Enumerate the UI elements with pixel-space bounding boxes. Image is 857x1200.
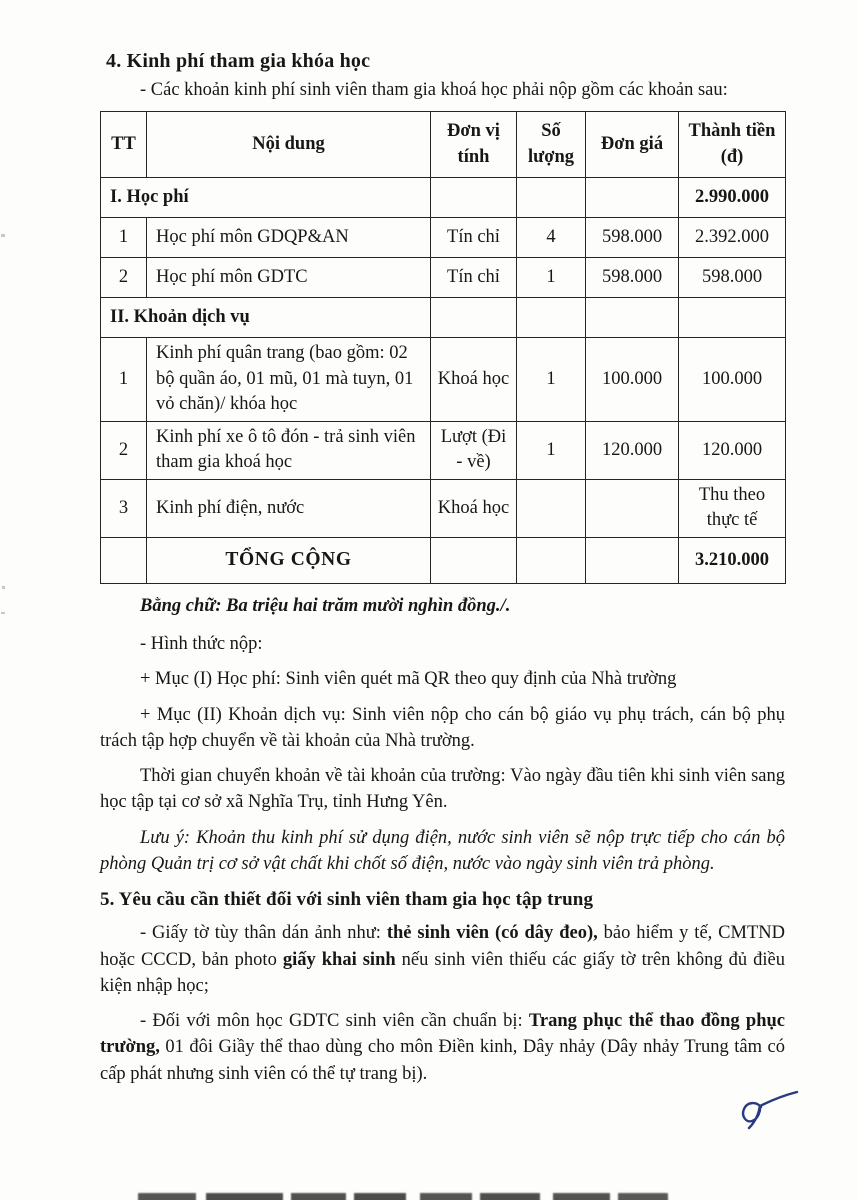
- fee-table: [100, 111, 786, 584]
- unit-cell: [431, 537, 517, 583]
- price-cell: 598.000: [586, 218, 679, 258]
- unit-cell: [431, 298, 517, 338]
- section-label-cell: I. Học phí: [101, 178, 431, 218]
- unit-cell: Khoá học: [431, 338, 517, 422]
- table-header-row: [101, 112, 786, 178]
- scan-artifact: [2, 586, 5, 589]
- paragraph: [100, 763, 785, 816]
- qty-cell: 1: [517, 258, 586, 298]
- amount-in-words: Bằng chữ: Ba triệu hai trăm mười nghìn đồng./.: [140, 595, 511, 616]
- price-cell: 120.000: [586, 421, 679, 479]
- paragraph: [100, 631, 785, 657]
- text-segment: - Hình thức nộp:: [140, 634, 263, 655]
- requirements-section: [100, 920, 785, 1087]
- tt-cell: 1: [101, 338, 147, 422]
- price-cell: [586, 298, 679, 338]
- qty-cell: 1: [517, 338, 586, 422]
- tt-cell: 2: [101, 258, 147, 298]
- text-segment: + Mục (II) Khoản dịch vụ: Sinh viên nộp cho cán bộ giáo vụ phụ trách, cán bộ phụ trách tập hợp chuyển về tài khoản của Nhà trường.: [100, 704, 785, 751]
- text-segment: - Đối với môn học GDTC sinh viên cần chuẩn bị:: [140, 1011, 529, 1032]
- price-cell: [586, 537, 679, 583]
- price-cell: [586, 479, 679, 537]
- content-cell: Học phí môn GDQP&AN: [147, 218, 431, 258]
- amount-cell: 2.990.000: [679, 178, 786, 218]
- text-segment: nếu sinh viên thiếu các giấy tờ trên không đủ điều kiện nhập học;: [100, 949, 785, 996]
- unit-cell: Khoá học: [431, 479, 517, 537]
- signature-ink: [723, 1089, 801, 1144]
- price-cell: [586, 178, 679, 218]
- table-row: [101, 421, 786, 479]
- emphasized-text: Trang phục thể thao đồng phục trường,: [100, 1011, 785, 1058]
- paragraph: [100, 702, 785, 755]
- amount-cell: 3.210.000: [679, 537, 786, 583]
- amount-cell: Thu theo thực tế: [679, 479, 786, 537]
- qty-cell: 1: [517, 421, 586, 479]
- table-row: [101, 218, 786, 258]
- col-header-thanh-tien: Thành tiền (đ): [679, 112, 786, 178]
- amount-cell: 120.000: [679, 421, 786, 479]
- unit-cell: Tín chỉ: [431, 258, 517, 298]
- qty-cell: 4: [517, 218, 586, 258]
- paragraph: [100, 1008, 785, 1087]
- text-segment: bảo hiểm y tế, CMTND hoặc CCCD, bản photo: [100, 923, 785, 970]
- total-label-cell: TỔNG CỘNG: [147, 537, 431, 583]
- tt-cell: 2: [101, 421, 147, 479]
- text-segment: + Mục (I) Học phí: Sinh viên quét mã QR theo quy định của Nhà trường: [140, 669, 677, 690]
- scan-artifact: [1, 612, 5, 614]
- amount-cell: 100.000: [679, 338, 786, 422]
- table-section-row: [101, 298, 786, 338]
- content-cell: Kinh phí xe ô tô đón - trả sinh viên tham gia khoá học: [147, 421, 431, 479]
- section-5-heading: 5. Yêu cầu cần thiết đối với sinh viên tham gia học tập trung: [100, 889, 594, 911]
- paragraph: [100, 666, 785, 692]
- tt-cell: 3: [101, 479, 147, 537]
- price-cell: 598.000: [586, 258, 679, 298]
- payment-instructions-section: [100, 631, 785, 877]
- unit-cell: Lượt (Đi - về): [431, 421, 517, 479]
- section-4-heading: 4. Kinh phí tham gia khóa học: [106, 50, 371, 72]
- table-row: [101, 479, 786, 537]
- unit-cell: Tín chỉ: [431, 218, 517, 258]
- text-segment: 01 đôi Giầy thể thao dùng cho môn Điền kinh, Dây nhảy (Dây nhảy Trung tâm có cấp phát nhưng sinh viên có thể tự trang bị).: [100, 1037, 785, 1084]
- signature-ink-stroke: [723, 1089, 801, 1139]
- content-cell: Kinh phí quân trang (bao gồm: 02 bộ quần áo, 01 mũ, 01 mà tuyn, 01 vỏ chăn)/ khóa học: [147, 338, 431, 422]
- amount-cell: 598.000: [679, 258, 786, 298]
- price-cell: 100.000: [586, 338, 679, 422]
- text-segment: Lưu ý: Khoản thu kinh phí sử dụng điện, nước sinh viên sẽ nộp trực tiếp cho cán bộ phòng Quản trị cơ sở vật chất khi chốt số điện, nước vào ngày sinh viên trả phòng.: [100, 827, 785, 874]
- table-total-row: [101, 537, 786, 583]
- cutoff-text-strip: [138, 1193, 668, 1200]
- qty-cell: [517, 178, 586, 218]
- table-row: [101, 258, 786, 298]
- unit-cell: [431, 178, 517, 218]
- col-header-noi-dung: Nội dung: [147, 112, 431, 178]
- scan-artifact: [1, 234, 5, 237]
- paragraph: [100, 920, 785, 999]
- content-cell: Kinh phí điện, nước: [147, 479, 431, 537]
- emphasized-text: thẻ sinh viên (có dây đeo),: [386, 923, 598, 944]
- tt-cell: [101, 537, 147, 583]
- qty-cell: [517, 479, 586, 537]
- col-header-so-luong: Số lượng: [517, 112, 586, 178]
- table-section-row: [101, 178, 786, 218]
- tt-cell: 1: [101, 218, 147, 258]
- emphasized-text: giấy khai sinh: [282, 949, 396, 970]
- text-segment: - Giấy tờ tùy thân dán ảnh như:: [140, 923, 387, 944]
- section-label-cell: II. Khoản dịch vụ: [101, 298, 431, 338]
- text-segment: Thời gian chuyển khoản về tài khoản của trường: Vào ngày đầu tiên khi sinh viên sang học tập tại cơ sở xã Nghĩa Trụ, tỉnh Hưng Yên.: [100, 766, 785, 813]
- table-row: [101, 338, 786, 422]
- col-header-don-gia: Đơn giá: [586, 112, 679, 178]
- col-header-tt: TT: [101, 112, 147, 178]
- intro-paragraph: - Các khoản kinh phí sinh viên tham gia khoá học phải nộp gồm các khoản sau:: [140, 80, 728, 100]
- amount-cell: 2.392.000: [679, 218, 786, 258]
- content-cell: Học phí môn GDTC: [147, 258, 431, 298]
- paragraph: [100, 825, 785, 878]
- col-header-don-vi-tinh: Đơn vị tính: [431, 112, 517, 178]
- qty-cell: [517, 298, 586, 338]
- qty-cell: [517, 537, 586, 583]
- amount-cell: [679, 298, 786, 338]
